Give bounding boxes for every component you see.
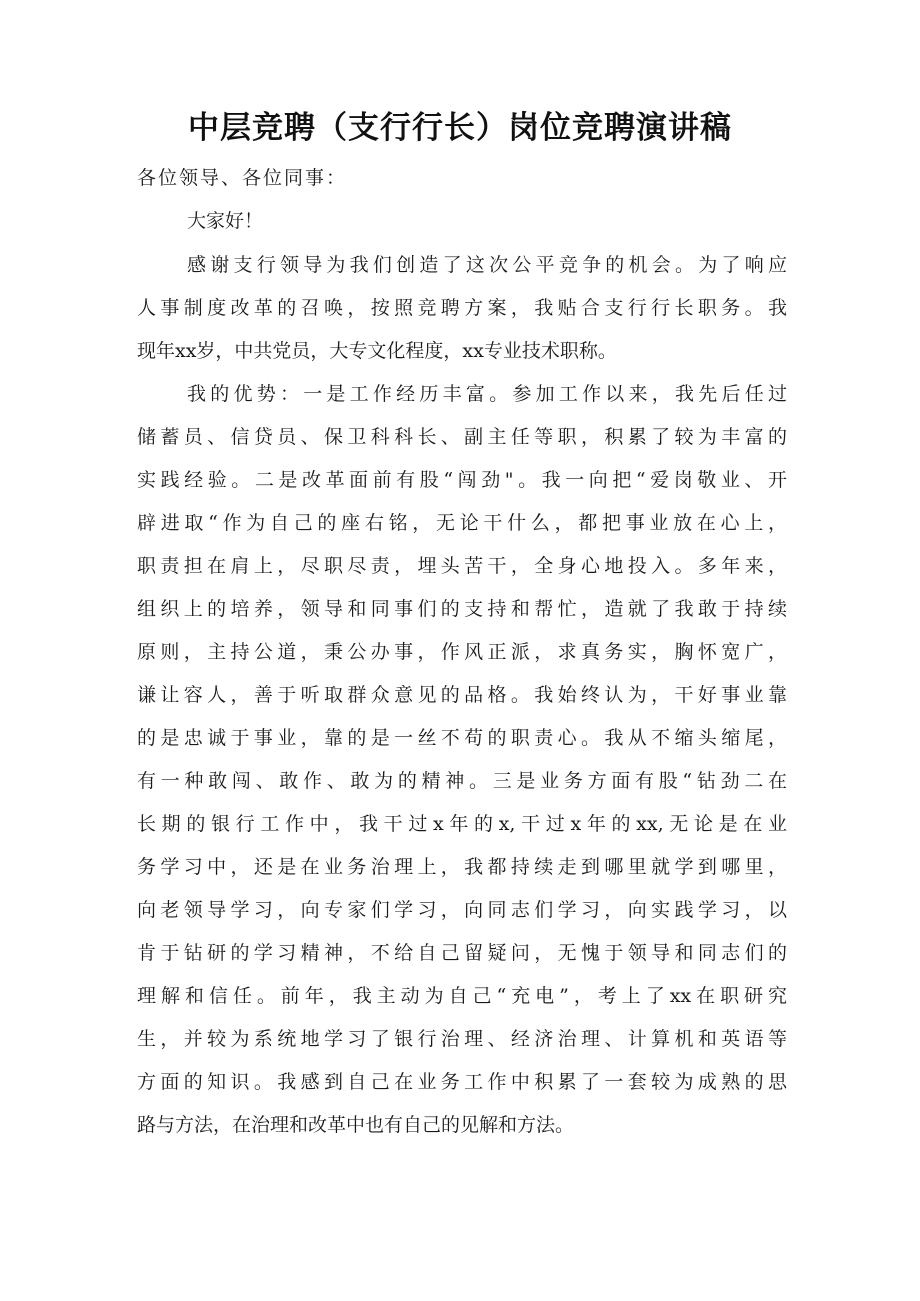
body-line: 人事制度改革的召唤，按照竞聘方案，我贴合支行行长职务。我 [137,297,787,319]
body-line: 谦让容人，善于听取群众意见的品格。我始终认为，干好事业靠 [137,684,787,706]
body-line: 向老领导学习，向专家们学习，向同志们学习，向实践学习，以 [137,899,787,921]
body-line: 储蓄员、信贷员、保卫科科长、副主任等职，积累了较为丰富的 [137,426,787,448]
body-line: 路与方法，在治理和改革中也有自己的见解和方法。 [137,1114,575,1136]
body-line: 组织上的培养，领导和同事们的支持和帮忙，造就了我敢于持续 [137,598,787,620]
body-line: 生，并较为系统地学习了银行治理、经济治理、计算机和英语等 [137,1028,787,1050]
body-line: 有一种敢闯、敢作、敢为的精神。三是业务方面有股“钻劲二在 [137,770,787,792]
body-line: 肯于钻研的学习精神，不给自己留疑问，无愧于领导和同志们的 [137,942,787,964]
body-line: 现年xx岁，中共党员，大专文化程度，xx专业技术职称。 [137,340,617,362]
body-line: 理解和信任。前年，我主动为自己“充电”，考上了xx在职研究 [137,985,787,1007]
body-line: 方面的知识。我感到自己在业务工作中积累了一套较为成熟的思 [137,1071,787,1093]
body-line: 感谢支行领导为我们创造了这次公平竞争的机会。为了响应 [187,254,787,276]
body-line: 长期的银行工作中，我干过x年的x,干过x年的xx,无论是在业 [137,813,787,835]
body-line: 原则，主持公道，秉公办事，作风正派，求真务实，胸怀宽广， [137,641,787,663]
body-line: 实践经验。二是改革面前有股“闯劲"。我一向把“爱岗敬业、开 [137,469,787,491]
document-title: 中层竞聘（支行行长）岗位竞聘演讲稿 [188,110,732,146]
body-line: 务学习中，还是在业务治理上，我都持续走到哪里就学到哪里， [137,856,787,878]
body-line: 辟进取“作为自己的座右铭，无论干什么，都把事业放在心上， [137,512,787,534]
body-line: 我的优势：一是工作经历丰富。参加工作以来，我先后任过 [187,383,787,405]
salutation: 各位领导、各位同事： [137,167,348,189]
body-line: 职责担在肩上，尽职尽责，埋头苦干，全身心地投入。多年来， [137,555,787,577]
body-line: 的是忠诚于事业，靠的是一丝不苟的职责心。我从不缩头缩尾， [137,727,787,749]
greeting: 大家好！ [187,210,264,232]
